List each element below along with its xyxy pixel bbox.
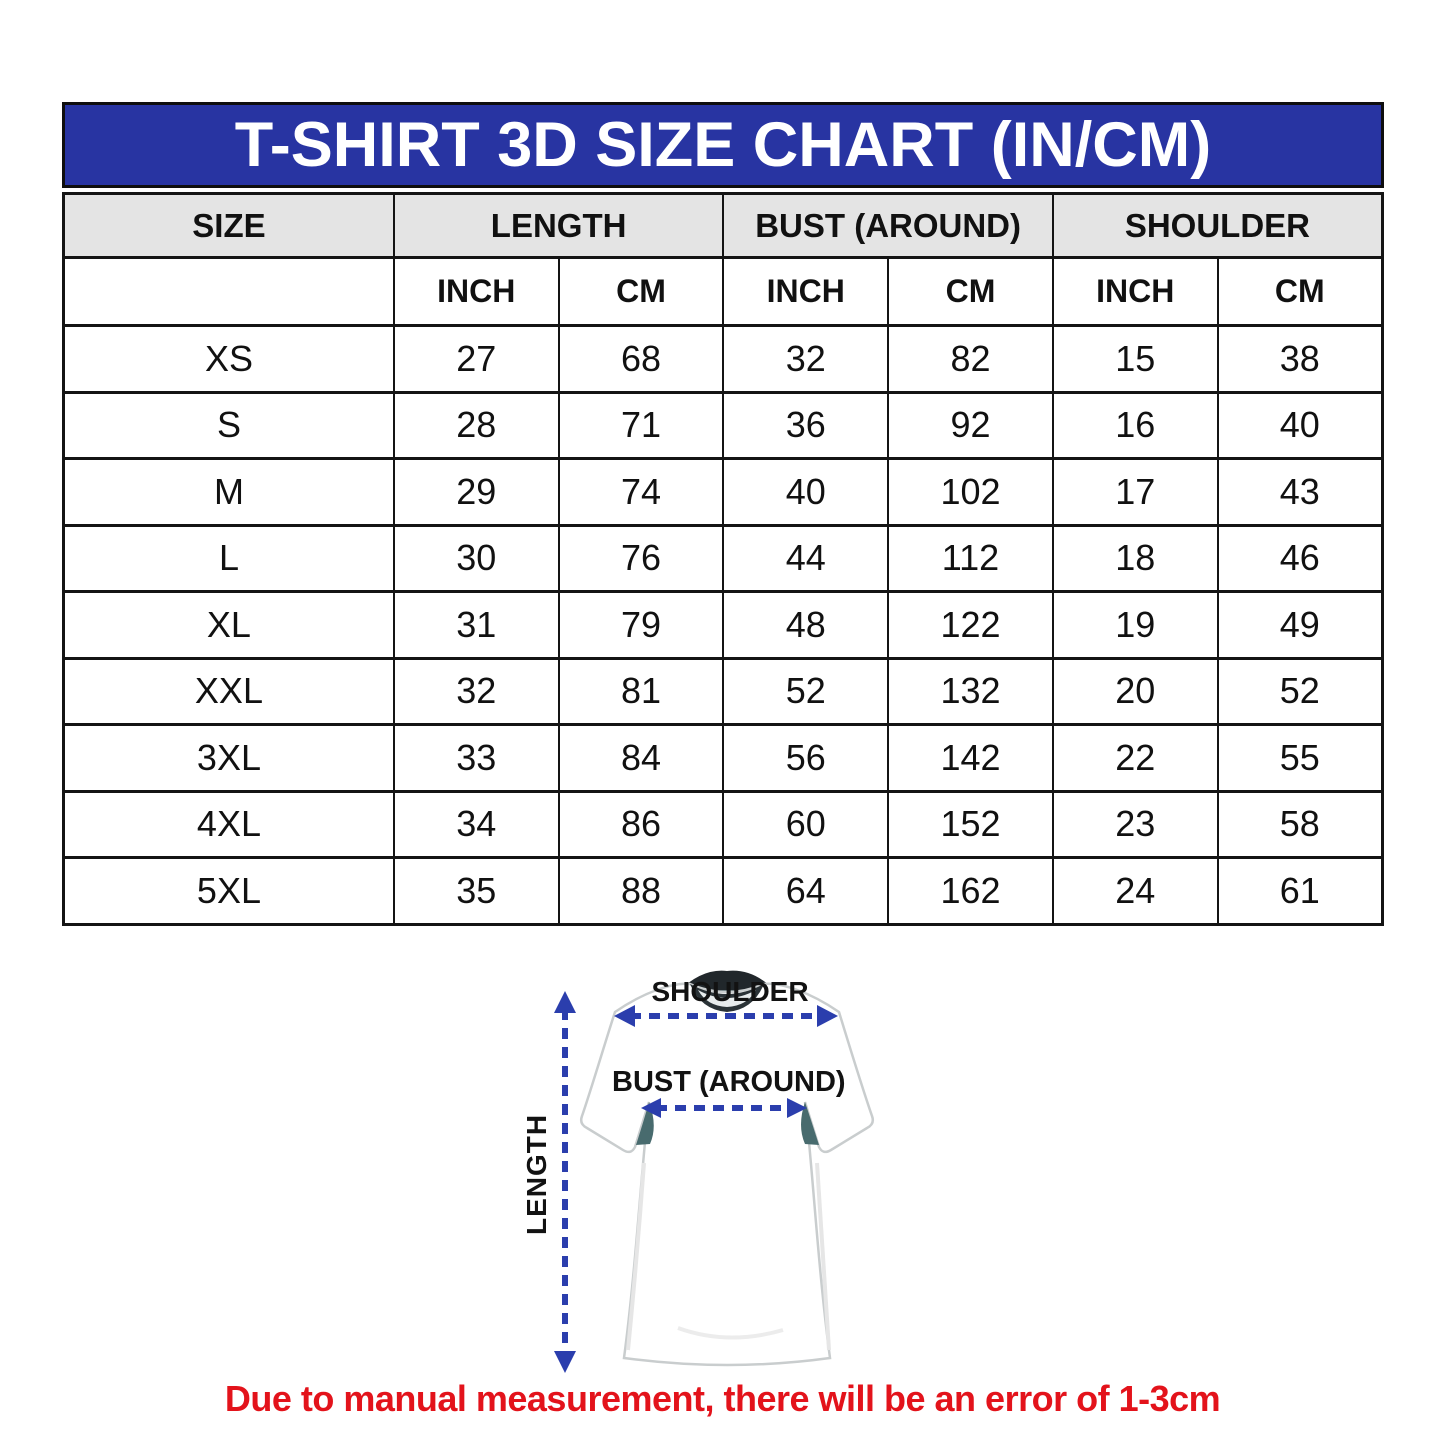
page-title: T-SHIRT 3D SIZE CHART (IN/CM) xyxy=(234,110,1212,180)
value-cell: 23 xyxy=(1053,791,1218,858)
value-cell: 61 xyxy=(1218,858,1383,925)
value-cell: 132 xyxy=(888,658,1053,725)
value-cell: 71 xyxy=(559,392,724,459)
shoulder-label: SHOULDER xyxy=(651,976,809,1007)
table-row-l xyxy=(64,525,1383,592)
table-row-xl xyxy=(64,592,1383,659)
table-row-xxl xyxy=(64,658,1383,725)
value-cell: 28 xyxy=(394,392,559,459)
value-cell: 64 xyxy=(723,858,888,925)
length-arrow xyxy=(554,991,576,1373)
value-cell: 74 xyxy=(559,459,724,526)
table-row-s xyxy=(64,392,1383,459)
value-cell: 58 xyxy=(1218,791,1383,858)
unit-header-empty xyxy=(64,258,394,326)
value-cell: 32 xyxy=(723,326,888,393)
size-cell: 3XL xyxy=(64,725,394,792)
value-cell: 55 xyxy=(1218,725,1383,792)
value-cell: 112 xyxy=(888,525,1053,592)
bust-label: BUST (AROUND) xyxy=(612,1066,846,1098)
size-cell: M xyxy=(64,459,394,526)
size-chart-table xyxy=(62,192,1384,926)
value-cell: 142 xyxy=(888,725,1053,792)
value-cell: 84 xyxy=(559,725,724,792)
value-cell: 152 xyxy=(888,791,1053,858)
value-cell: 40 xyxy=(1218,392,1383,459)
size-cell: XL xyxy=(64,592,394,659)
value-cell: 102 xyxy=(888,459,1053,526)
size-cell: XXL xyxy=(64,658,394,725)
value-cell: 92 xyxy=(888,392,1053,459)
value-cell: 49 xyxy=(1218,592,1383,659)
unit-header-length-inch: INCH xyxy=(394,258,559,326)
value-cell: 20 xyxy=(1053,658,1218,725)
value-cell: 35 xyxy=(394,858,559,925)
value-cell: 81 xyxy=(559,658,724,725)
value-cell: 24 xyxy=(1053,858,1218,925)
value-cell: 60 xyxy=(723,791,888,858)
unit-header-length-cm: CM xyxy=(559,258,724,326)
measurement-error-note: Due to manual measurement, there will be an error of 1-3cm xyxy=(224,1378,1221,1419)
unit-header-shoulder-inch: INCH xyxy=(1053,258,1218,326)
value-cell: 44 xyxy=(723,525,888,592)
value-cell: 43 xyxy=(1218,459,1383,526)
value-cell: 27 xyxy=(394,326,559,393)
group-header-row xyxy=(64,194,1383,258)
value-cell: 18 xyxy=(1053,525,1218,592)
value-cell: 34 xyxy=(394,791,559,858)
value-cell: 22 xyxy=(1053,725,1218,792)
table-row-5xl xyxy=(64,858,1383,925)
value-cell: 52 xyxy=(723,658,888,725)
unit-header-bust-cm: CM xyxy=(888,258,1053,326)
measurement-arrows xyxy=(540,975,900,1380)
unit-header-bust-inch: INCH xyxy=(723,258,888,326)
value-cell: 52 xyxy=(1218,658,1383,725)
value-cell: 33 xyxy=(394,725,559,792)
value-cell: 31 xyxy=(394,592,559,659)
length-label: LENGTH xyxy=(521,1113,552,1235)
col-header-size: SIZE xyxy=(64,194,394,258)
size-cell: 4XL xyxy=(64,791,394,858)
table-row-4xl xyxy=(64,791,1383,858)
size-cell: S xyxy=(64,392,394,459)
value-cell: 68 xyxy=(559,326,724,393)
size-cell: 5XL xyxy=(64,858,394,925)
value-cell: 122 xyxy=(888,592,1053,659)
col-header-shoulder: SHOULDER xyxy=(1053,194,1383,258)
value-cell: 16 xyxy=(1053,392,1218,459)
value-cell: 86 xyxy=(559,791,724,858)
bust-arrow xyxy=(641,1098,807,1118)
unit-header-shoulder-cm: CM xyxy=(1218,258,1383,326)
size-cell: XS xyxy=(64,326,394,393)
value-cell: 29 xyxy=(394,459,559,526)
col-header-bust: BUST (AROUND) xyxy=(723,194,1052,258)
shoulder-arrow xyxy=(614,1005,838,1027)
value-cell: 40 xyxy=(723,459,888,526)
table-row-3xl xyxy=(64,725,1383,792)
unit-header-row xyxy=(64,258,1383,326)
value-cell: 19 xyxy=(1053,592,1218,659)
value-cell: 30 xyxy=(394,525,559,592)
value-cell: 15 xyxy=(1053,326,1218,393)
value-cell: 38 xyxy=(1218,326,1383,393)
value-cell: 17 xyxy=(1053,459,1218,526)
title-bar xyxy=(62,102,1384,188)
value-cell: 48 xyxy=(723,592,888,659)
value-cell: 56 xyxy=(723,725,888,792)
value-cell: 79 xyxy=(559,592,724,659)
value-cell: 36 xyxy=(723,392,888,459)
value-cell: 82 xyxy=(888,326,1053,393)
size-cell: L xyxy=(64,525,394,592)
value-cell: 76 xyxy=(559,525,724,592)
value-cell: 162 xyxy=(888,858,1053,925)
table-row-m xyxy=(64,459,1383,526)
value-cell: 88 xyxy=(559,858,724,925)
value-cell: 46 xyxy=(1218,525,1383,592)
col-header-length: LENGTH xyxy=(394,194,723,258)
value-cell: 32 xyxy=(394,658,559,725)
table-row-xs xyxy=(64,326,1383,393)
